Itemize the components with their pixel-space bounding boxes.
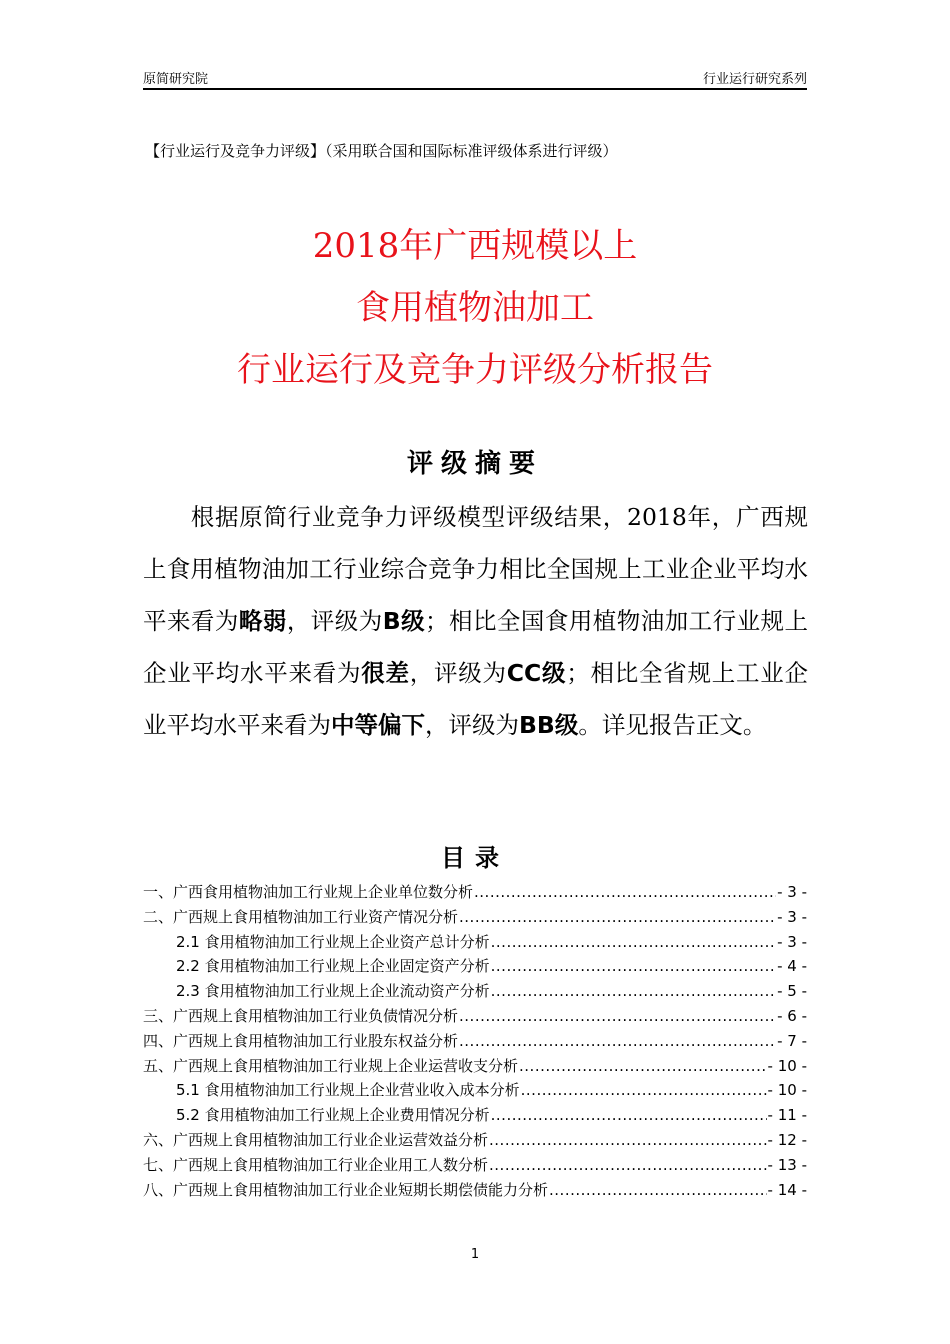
toc-entry-page: - 12 - (767, 1130, 807, 1149)
summary-paragraph (143, 491, 808, 751)
toc-leader-dots (459, 1004, 776, 1029)
toc-entry-page: - 3 - (777, 932, 807, 951)
summary-text: ，评级为 (425, 711, 519, 739)
toc-entry-label: 5.1 食用植物油加工行业规上企业营业收入成本分析 (176, 1081, 520, 1100)
toc-entry[interactable] (143, 880, 807, 905)
toc-leader-dots (459, 905, 776, 930)
summary-grade: CC级 (506, 659, 567, 687)
toc-entry-label: 二、广西规上食用植物油加工行业资产情况分析 (143, 907, 459, 926)
toc-entry-label: 2.3 食用植物油加工行业规上企业流动资产分析 (176, 982, 490, 1001)
toc-entry[interactable] (143, 1054, 807, 1079)
summary-text: 根据原简行业竞争力评级模型评级结果，2018年，广西规上食用植物油加工行业综合竞争力相比全国规上工业企业平均水平来看为 (143, 503, 808, 635)
toc-entry-page: - 13 - (767, 1155, 807, 1174)
toc-leader-dots (491, 979, 776, 1004)
summary-emphasis: 略弱 (238, 607, 287, 635)
summary-text: ，评级为 (409, 659, 507, 687)
report-title-line-3: 行业运行及竞争力评级分析报告 (237, 350, 713, 390)
toc-subentry[interactable] (143, 979, 807, 1004)
toc-entry-label: 5.2 食用植物油加工行业规上企业费用情况分析 (176, 1106, 490, 1125)
toc-leader-dots (474, 880, 776, 905)
toc-subentry[interactable] (143, 954, 807, 979)
toc-entry[interactable] (143, 1178, 807, 1203)
summary-text: ；相比全国食用植物油加工行业规上企业平均水平来看为 (143, 607, 809, 687)
table-of-contents (143, 880, 807, 1202)
rating-system-line: 【行业运行及竞争力评级】（采用联合国和国际标准评级体系进行评级） (145, 142, 618, 160)
toc-entry-label: 三、广西规上食用植物油加工行业负债情况分析 (143, 1006, 459, 1025)
report-title-line-1: 2018年广西规模以上 (312, 226, 638, 266)
summary-text: ；相比全省规上工业企业平均水平来看为 (143, 659, 808, 739)
report-title-line-2: 食用植物油加工 (356, 288, 594, 328)
toc-heading: 目录 (441, 844, 509, 872)
page-number: 1 (470, 1247, 480, 1262)
toc-entry-page: - 5 - (777, 982, 807, 1001)
toc-entry-label: 2.1 食用植物油加工行业规上企业资产总计分析 (176, 932, 490, 951)
toc-subentry[interactable] (143, 930, 807, 955)
toc-entry-label: 2.2 食用植物油加工行业规上企业固定资产分析 (176, 957, 490, 976)
toc-entry-label: 一、广西食用植物油加工行业规上企业单位数分析 (143, 883, 474, 901)
toc-entry-label: 五、广西规上食用植物油加工行业规上企业运营收支分析 (143, 1056, 519, 1075)
toc-leader-dots (489, 1153, 767, 1178)
summary-grade: B级 (382, 607, 426, 635)
toc-entry-page: - 7 - (777, 1031, 807, 1050)
toc-entry-label: 六、广西规上食用植物油加工行业企业运营效益分析 (143, 1130, 489, 1149)
toc-leader-dots (549, 1178, 767, 1203)
toc-entry-label: 七、广西规上食用植物油加工行业企业用工人数分析 (143, 1155, 489, 1174)
toc-leader-dots (519, 1054, 767, 1079)
toc-entry[interactable] (143, 1128, 807, 1153)
header-org-name: 原简研究院 (143, 72, 209, 87)
toc-entry-page: - 10 - (767, 1081, 807, 1100)
summary-emphasis: 中等偏下 (331, 711, 425, 739)
toc-subentry[interactable] (143, 1103, 807, 1128)
toc-leader-dots (491, 1103, 767, 1128)
summary-emphasis: 很差 (361, 659, 410, 687)
toc-leader-dots (491, 954, 776, 979)
toc-entry[interactable] (143, 905, 807, 930)
toc-entry-label: 四、广西规上食用植物油加工行业股东权益分析 (143, 1031, 459, 1050)
toc-entry-page: - 10 - (767, 1056, 807, 1075)
summary-text: ，评级为 (286, 607, 383, 635)
toc-entry[interactable] (143, 1004, 807, 1029)
toc-leader-dots (491, 930, 776, 955)
toc-leader-dots (521, 1078, 767, 1103)
toc-entry[interactable] (143, 1153, 807, 1178)
summary-grade: BB级 (519, 711, 579, 739)
toc-entry[interactable] (143, 1029, 807, 1054)
toc-entry-label: 八、广西规上食用植物油加工行业企业短期长期偿债能力分析 (143, 1180, 549, 1199)
summary-heading: 评级摘要 (406, 449, 543, 479)
toc-entry-page: - 3 - (777, 883, 807, 901)
toc-entry-page: - 11 - (767, 1106, 807, 1125)
header-series-name: 行业运行研究系列 (702, 72, 807, 87)
toc-leader-dots (489, 1128, 767, 1153)
toc-entry-page: - 6 - (777, 1006, 807, 1025)
toc-entry-page: - 3 - (777, 907, 807, 926)
summary-text: 。详见报告正文。 (578, 711, 767, 739)
toc-entry-page: - 14 - (767, 1180, 807, 1199)
toc-entry-page: - 4 - (777, 957, 807, 976)
toc-subentry[interactable] (143, 1078, 807, 1103)
page-header (143, 66, 807, 90)
toc-leader-dots (459, 1029, 776, 1054)
